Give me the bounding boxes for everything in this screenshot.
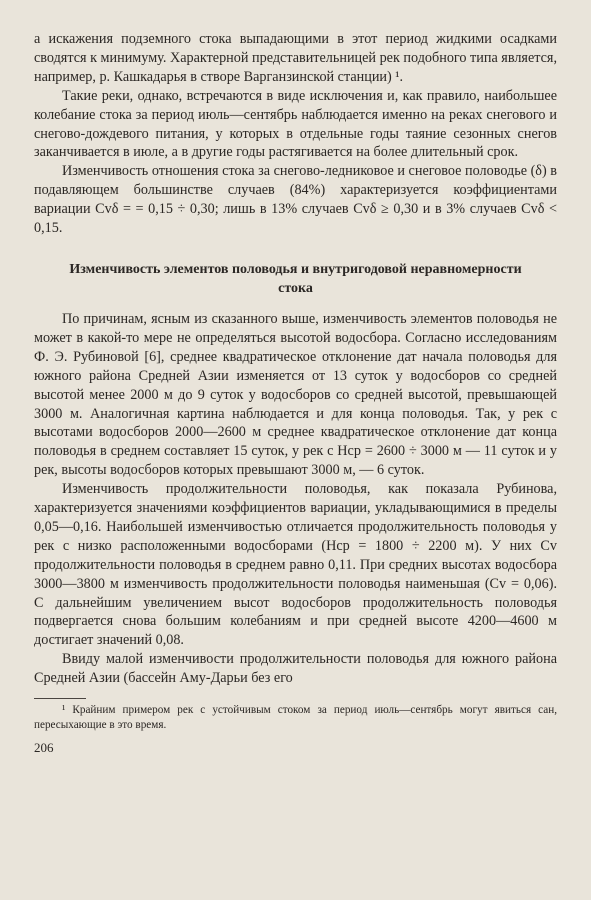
paragraph-1: а искажения подземного стока выпадающими в этот период жидкими осадками сводятся к минимуму. Характерной представительницей рек подобного типа является, например, р. Кашкадарья в створе Варганзинской станции) ¹. xyxy=(34,31,557,85)
paragraph-6: Ввиду малой изменчивости продолжительности половодья для южного района Средней Азии (бассейн Аму-Дарьи без его xyxy=(34,651,557,687)
paragraph-3: Изменчивость отношения стока за снегово-ледниковое и снеговое половодье (δ) в подавляющем большинстве случаев (84%) характеризуется коэффициентами вариации Cvδ = = 0,15 ÷ 0,30; лишь в 13% случаев Cvδ ≥ 0,30 и в 3% случаев Cvδ < 0,15. xyxy=(34,163,557,237)
page-number: 206 xyxy=(34,740,54,756)
footnote: ¹ Крайним примером рек с устойчивым стоком за период июль—сентябрь могут явиться сан, пересыхающие в это время. xyxy=(34,704,557,731)
footnote-separator xyxy=(34,698,86,699)
paragraph-5: Изменчивость продолжительности половодья, как показала Рубинова, характеризуется значениями коэффициентов вариации, укладывающимися в пределы 0,05—0,16. Наибольшей изменчивостью отличается продолжительность половодья у рек с низко расположенными водосборами (Hср = 1800 ÷ 2200 м). У них Cv продолжительности половодья в среднем равно 0,11. При средних высотах водосбора 3000—3800 м изменчивость продолжительности половодья наименьшая (Cv = 0,06). С дальнейшим увеличением высот водосборов продолжительность половодья подвергается снова большим колебаниям и при средней высоте 4200—4600 м достигает значений 0,08. xyxy=(34,481,557,649)
paragraph-2: Такие реки, однако, встречаются в виде исключения и, как правило, наибольшее колебание стока за период июль—сентябрь наблюдается именно на реках снегового и снегово-дождевого питания, у которых в отдельные годы таяние сезонных снегов заканчивается в июле, а в другие годы растягивается на более длительный срок. xyxy=(34,87,557,161)
paragraph-4: По причинам, ясным из сказанного выше, изменчивость элементов половодья не может в какой-то мере не определяться высотой водосбора. Согласно исследованиям Ф. Э. Рубиновой [6], среднее квадратическое отклонение дат начала половодья для южного района Средней Азии изменяется от 13 суток у водосборов со средней высотой менее 2000 м до 9 суток у водосборов со средней высотой, превышающей 3000 м. Аналогичная картина наблюдается и для конца половодья. Так, у рек с высотами водосборов 2000—2600 м среднее квадратическое отклонение дат конца половодья в среднем составляет 15 суток, у рек с Hср = 2600 ÷ 3000 м — 11 суток и у рек, высоты водосборов которых превышают 3000 м, — 6 суток. xyxy=(34,310,557,479)
section-heading: Изменчивость элементов половодья и внутригодовой неравномерности стока xyxy=(69,261,522,296)
